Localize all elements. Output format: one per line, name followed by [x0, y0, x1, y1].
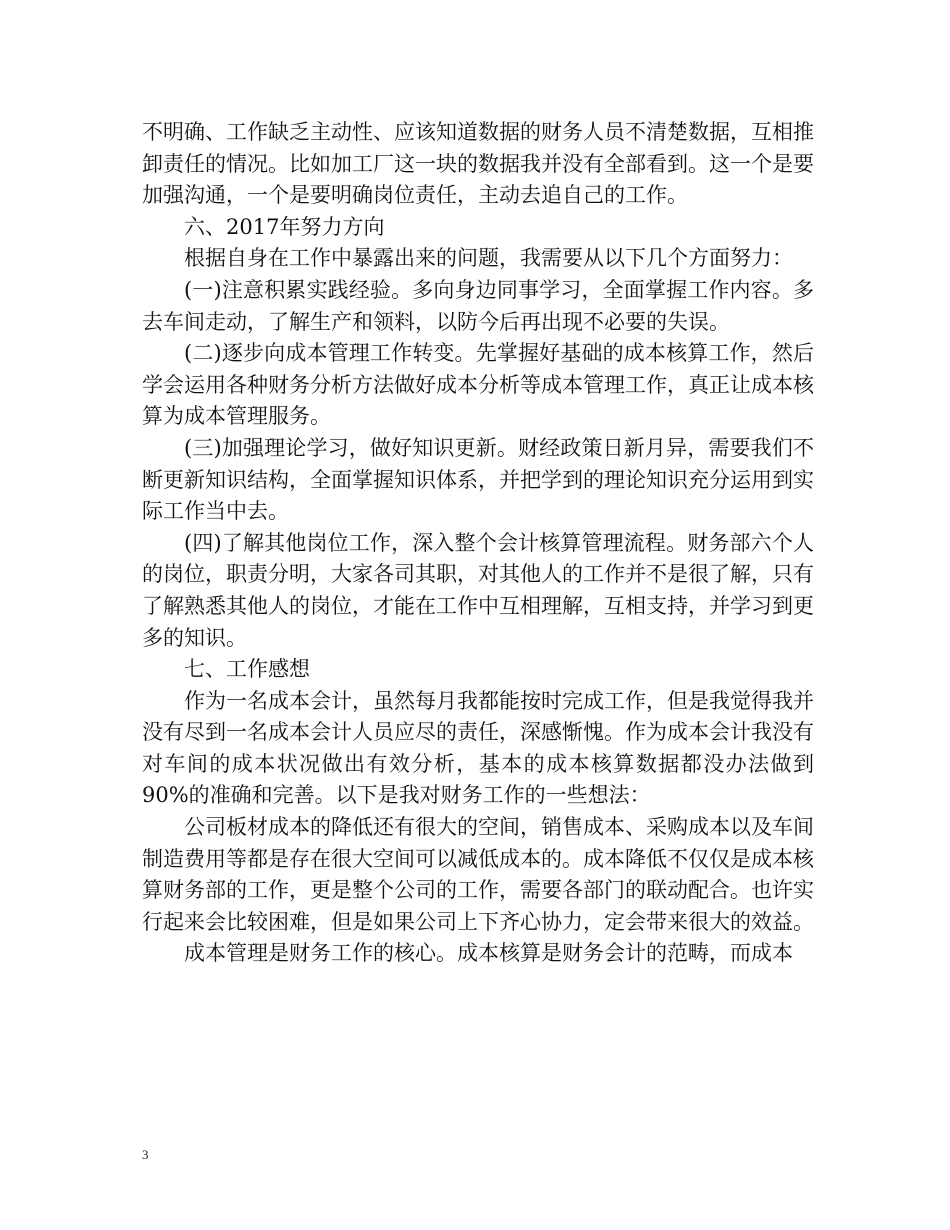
paragraph-continued: 不明确、工作缺乏主动性、应该知道数据的财务人员不清楚数据，互相推卸责任的情况。比如加工厂这一块的数据我并没有全部看到。这一个是要加强沟通，一个是要明确岗位责任，主动去追自己的工作。 — [142, 120, 814, 208]
paragraph-cost-management: 成本管理是财务工作的核心。成本核算是财务会计的范畴，而成本 — [184, 941, 793, 966]
list-item-3: (三)加强理论学习，做好知识更新。财经政策日新月异，需要我们不断更新知识结构，全面掌握知识体系，并把学到的理论知识充分运用到实际工作当中去。 — [142, 435, 814, 524]
paragraph-intro: 根据自身在工作中暴露出来的问题，我需要从以下几个方面努力： — [184, 246, 793, 271]
list-item-1: (一)注意积累实践经验。多向身边同事学习，全面掌握工作内容。多去车间走动，了解生产和领料，以防今后再出现不必要的失误。 — [142, 277, 814, 334]
page-number: 3 — [142, 1147, 149, 1162]
list-item-2: (二)逐步向成本管理工作转变。先掌握好基础的成本核算工作，然后学会运用各种财务分析方法做好成本分析等成本管理工作，真正让成本核算为成本管理服务。 — [142, 341, 814, 429]
paragraph-cost-reduction: 公司板材成本的降低还有很大的空间，销售成本、采购成本以及车间制造费用等都是存在很大空间可以减低成本的。成本降低不仅仅是成本核算财务部的工作，更是整个公司的工作，需要各部门的联动配合。也许实行起来会比较困难，但是如果公司上下齐心协力，定会带来很大的效益。 — [142, 815, 814, 934]
paragraph-thoughts: 作为一名成本会计，虽然每月我都能按时完成工作，但是我觉得我并没有尽到一名成本会计人员应尽的责任，深感惭愧。作为成本会计我没有对车间的成本状况做出有效分析，基本的成本核算数据都没办法做到90%的准确和完善。以下是我对财务工作的一些想法： — [142, 688, 814, 808]
list-item-4: (四)了解其他岗位工作，深入整个会计核算管理流程。财务部六个人的岗位，职责分明，大家各司其职，对其他人的工作并不是很了解，只有了解熟悉其他人的岗位，才能在工作中互相理解，互相支持，并学习到更多的知识。 — [142, 530, 814, 650]
document-body — [142, 117, 814, 970]
section-heading-2017-direction: 六、2017年努力方向 — [184, 214, 385, 239]
section-heading-work-thoughts: 七、工作感想 — [184, 657, 310, 682]
